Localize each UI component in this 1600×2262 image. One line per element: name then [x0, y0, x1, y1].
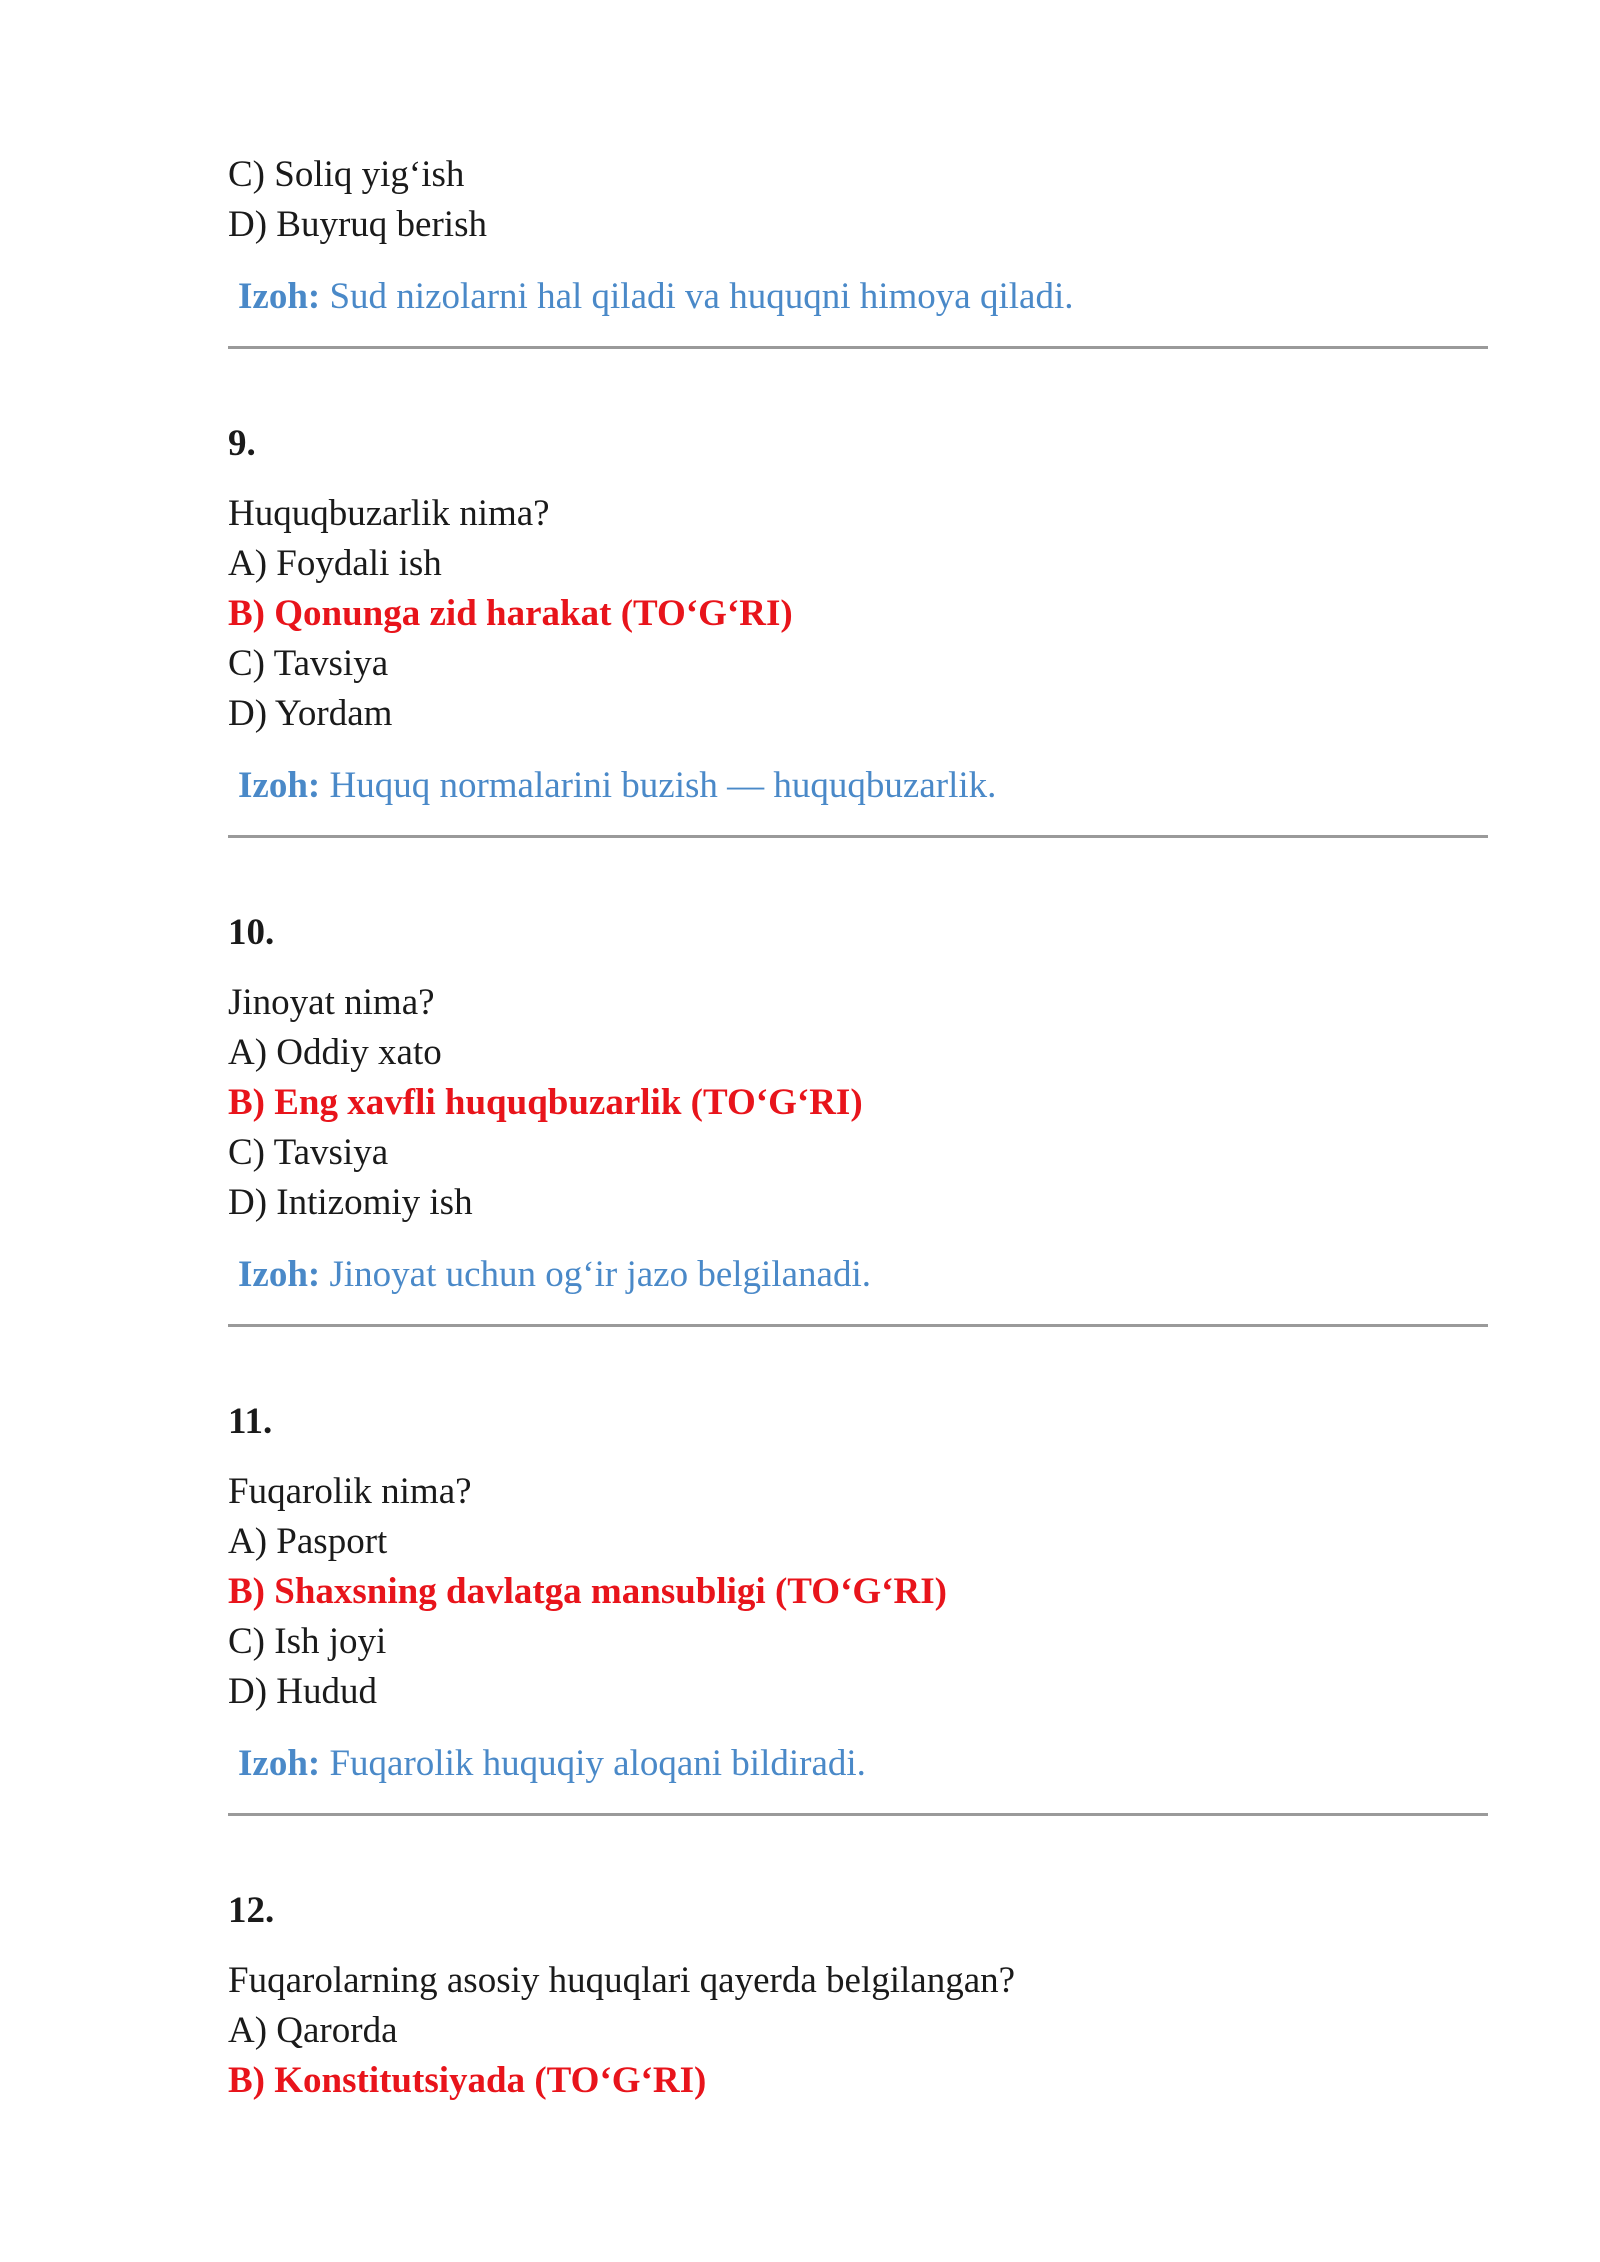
option-d: D) Intizomiy ish: [228, 1182, 473, 1223]
option-c: C) Tavsiya: [228, 1132, 389, 1173]
question-block-10: [228, 908, 1488, 1327]
note-label: Izoh:: [238, 1254, 321, 1295]
question-block-previous: [228, 150, 1488, 349]
question-number: 11.: [228, 1401, 273, 1442]
option-b-correct: B) Konstitutsiyada (TO‘G‘RI): [228, 2060, 707, 2101]
question-text: Jinoyat nima?: [228, 982, 435, 1023]
option-c: C) Ish joyi: [228, 1621, 387, 1662]
explanation-note: [228, 1739, 1488, 1789]
note-label: Izoh:: [238, 1743, 321, 1784]
option-d: D) Yordam: [228, 693, 393, 734]
note-text: Jinoyat uchun og‘ir jazo belgilanadi.: [320, 1254, 871, 1295]
question-number: 12.: [228, 1890, 275, 1931]
note-label: Izoh:: [238, 765, 321, 806]
option-a: A) Qarorda: [228, 2010, 398, 2051]
option-d: D) Buyruq berish: [228, 204, 487, 245]
option-a: A) Pasport: [228, 1521, 388, 1562]
explanation-note: [228, 272, 1488, 322]
option-b-correct: B) Eng xavfli huquqbuzarlik (TO‘G‘RI): [228, 1082, 863, 1123]
question-number: 9.: [228, 423, 256, 464]
question-text: Fuqarolik nima?: [228, 1471, 472, 1512]
divider: [228, 346, 1488, 349]
option-b-correct: B) Qonunga zid harakat (TO‘G‘RI): [228, 593, 793, 634]
note-text: Fuqarolik huquqiy aloqani bildiradi.: [320, 1743, 866, 1784]
explanation-note: [228, 761, 1488, 811]
divider: [228, 1813, 1488, 1816]
divider: [228, 1324, 1488, 1327]
explanation-note: [228, 1250, 1488, 1300]
question-text: Fuqarolarning asosiy huquqlari qayerda belgilangan?: [228, 1960, 1016, 2001]
question-number: 10.: [228, 912, 275, 953]
question-block-12: [228, 1886, 1488, 2106]
note-text: Sud nizolarni hal qiladi va huquqni himoya qiladi.: [320, 276, 1074, 317]
document-page: [228, 150, 1488, 2106]
option-b-correct: B) Shaxsning davlatga mansubligi (TO‘G‘RI): [228, 1571, 947, 1612]
question-block-11: [228, 1397, 1488, 1816]
divider: [228, 835, 1488, 838]
note-text: Huquq normalarini buzish — huquqbuzarlik.: [320, 765, 997, 806]
option-a: A) Foydali ish: [228, 543, 442, 584]
option-c: C) Tavsiya: [228, 643, 389, 684]
option-a: A) Oddiy xato: [228, 1032, 442, 1073]
question-text: Huquqbuzarlik nima?: [228, 493, 550, 534]
option-c: C) Soliq yig‘ish: [228, 154, 465, 195]
question-block-9: [228, 419, 1488, 838]
option-d: D) Hudud: [228, 1671, 378, 1712]
note-label: Izoh:: [238, 276, 321, 317]
